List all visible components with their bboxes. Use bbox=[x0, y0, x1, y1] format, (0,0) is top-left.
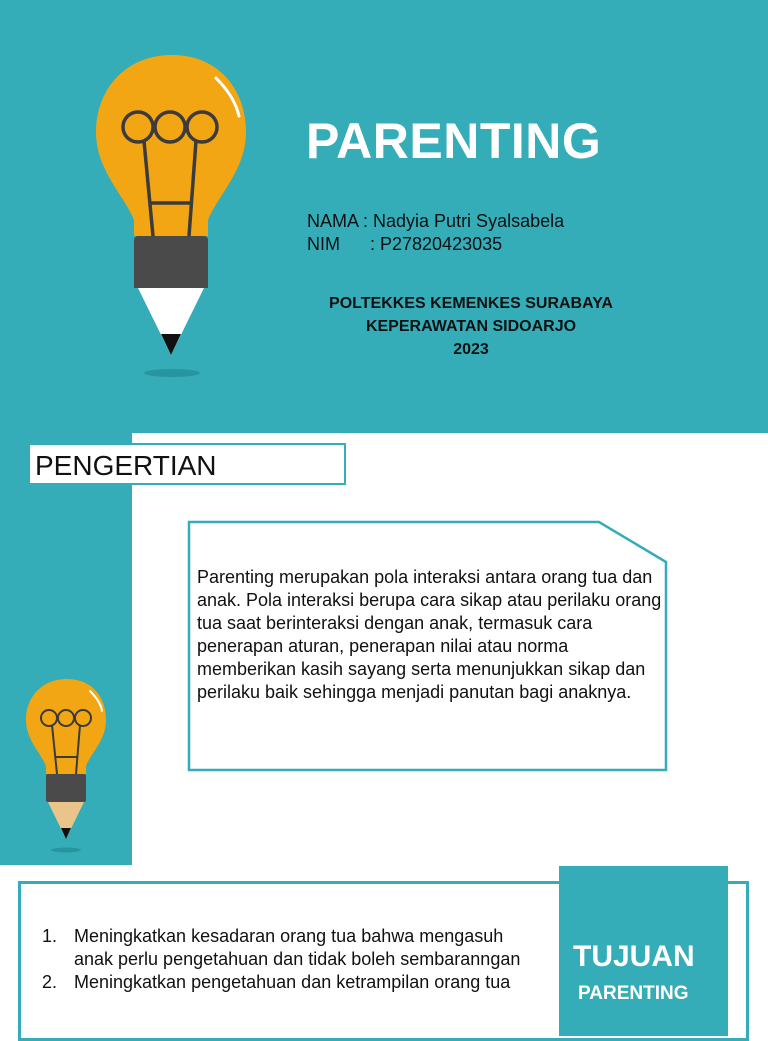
student-nim: NIM : P27820423035 bbox=[307, 234, 503, 254]
list-item bbox=[42, 971, 542, 994]
item-text: Meningkatkan kesadaran orang tua bahwa mengasuh anak perlu pengetahuan dan tidak boleh sembaranngan bbox=[74, 926, 521, 969]
student-name: NAMA : Nadyia Putri Syalsabela bbox=[307, 211, 565, 231]
section-heading: PENGERTIAN bbox=[35, 450, 217, 481]
item-text: Meningkatkan pengetahuan dan ketrampilan orang tua bbox=[74, 972, 511, 992]
lightbulb-pencil-icon bbox=[22, 676, 112, 856]
year-label: 2023 bbox=[453, 341, 489, 358]
goals-list bbox=[42, 925, 542, 994]
presentation-title: PARENTING bbox=[306, 113, 602, 169]
institution-name: POLTEKKES KEMENKES SURABAYA bbox=[329, 295, 613, 312]
item-number: 1. bbox=[42, 926, 58, 946]
goals-subtitle: PARENTING bbox=[578, 983, 689, 1004]
definition-text: Parenting merupakan pola interaksi antara orang tua dan anak. Pola interaksi berupa cara sikap atau perilaku orang tua saat berinteraksi dengan anak, termasuk cara penerapan aturan, penerapan nilai atau norma memberikan kasih sayang serta menunjukkan sikap dan perilaku baik sehingga menjadi panutan bagi anaknya. bbox=[197, 567, 662, 702]
list-item bbox=[42, 925, 542, 971]
department-name: KEPERAWATAN SIDOARJO bbox=[365, 318, 577, 335]
item-number: 2. bbox=[42, 972, 58, 992]
goals-title: TUJUAN bbox=[573, 940, 695, 973]
lightbulb-pencil-icon bbox=[88, 50, 258, 390]
